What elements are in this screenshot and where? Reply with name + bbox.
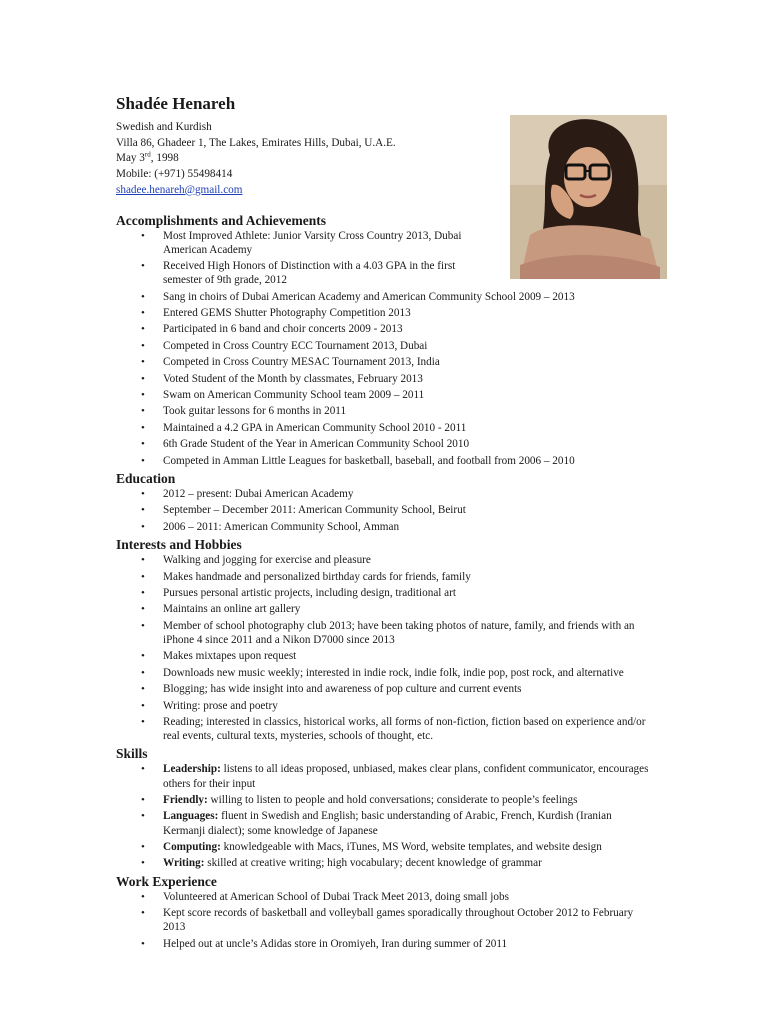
list-item: • Friendly: willing to listen to people and hold conversations; considerate to people’s feelings — [116, 793, 656, 807]
list-item: • Took guitar lessons for 6 months in 2011 — [116, 404, 656, 418]
list-item: • Sang in choirs of Dubai American Academy and American Community School 2009 – 2013 — [116, 290, 656, 304]
section-title-accomplishments: Accomplishments and Achievements — [116, 212, 326, 228]
list-item: • Blogging; has wide insight into and awareness of pop culture and current events — [116, 682, 656, 696]
address: Villa 86, Ghadeer 1, The Lakes, Emirates Hills, Dubai, U.A.E. — [116, 136, 396, 149]
skills-list — [116, 762, 656, 870]
section-title-education: Education — [116, 471, 176, 486]
list-item: • Competed in Cross Country MESAC Tournament 2013, India — [116, 355, 656, 369]
list-item: • Helped out at uncle’s Adidas store in Oromiyeh, Iran during summer of 2011 — [116, 937, 656, 951]
list-item: • Swam on American Community School team 2009 – 2011 — [116, 388, 656, 402]
list-item: • Languages: fluent in Swedish and English; basic understanding of Arabic, French, Kurdish (Iranian Kermanji dialect); some knowledge of Japanese — [116, 809, 656, 837]
education-list — [116, 487, 656, 534]
list-item: • Participated in 6 band and choir concerts 2009 - 2013 — [116, 322, 656, 336]
list-item: • Received High Honors of Distinction with a 4.03 GPA in the first semester of 9th grade, 2012 — [116, 259, 656, 287]
resume-document — [116, 94, 656, 953]
email-link[interactable]: shadee.henareh@gmail.com — [116, 183, 243, 196]
list-item: • Walking and jogging for exercise and pleasure — [116, 553, 656, 567]
interests-list — [116, 553, 656, 743]
section-title-work: Work Experience — [116, 873, 217, 889]
section-title-interests: Interests and Hobbies — [116, 537, 242, 553]
list-item: • September – December 2011: American Community School, Beirut — [116, 503, 656, 517]
list-item: • Pursues personal artistic projects, including design, traditional art — [116, 586, 656, 600]
list-item: • Downloads new music weekly; interested in indie rock, indie folk, indie pop, post rock, and alternative — [116, 666, 656, 680]
list-item: • Competed in Cross Country ECC Tournament 2013, Dubai — [116, 339, 656, 353]
list-item: • 2012 – present: Dubai American Academy — [116, 487, 656, 501]
list-item: • Kept score records of basketball and volleyball games sporadically throughout October 2012 to February 2013 — [116, 906, 656, 934]
candidate-name: Shadée Henareh — [116, 94, 236, 113]
list-item: • Computing: knowledgeable with Macs, iTunes, MS Word, website templates, and website design — [116, 840, 656, 854]
list-item: • Entered GEMS Shutter Photography Competition 2013 — [116, 306, 656, 320]
list-item: • Makes mixtapes upon request — [116, 649, 656, 663]
list-item: • Maintained a 4.2 GPA in American Community School 2010 - 2011 — [116, 421, 656, 435]
list-item: • Voted Student of the Month by classmates, February 2013 — [116, 372, 656, 386]
work-list — [116, 890, 656, 951]
list-item: • 6th Grade Student of the Year in American Community School 2010 — [116, 437, 656, 451]
section-title-skills: Skills — [116, 746, 148, 762]
list-item: • Member of school photography club 2013; have been taking photos of nature, family, and friends with an iPhone 4 since 2011 and a Nikon D7000 since 2013 — [116, 619, 656, 647]
list-item: • Writing: prose and poetry — [116, 699, 656, 713]
list-item: • Maintains an online art gallery — [116, 602, 656, 616]
list-item: • Competed in Amman Little Leagues for basketball, baseball, and football from 2006 – 2010 — [116, 454, 656, 468]
contact-block — [116, 120, 656, 199]
list-item: • Leadership: listens to all ideas proposed, unbiased, makes clear plans, confident communicator, encourages others for their input — [116, 762, 656, 790]
list-item: • Volunteered at American School of Dubai Track Meet 2013, doing small jobs — [116, 890, 656, 904]
list-item: • Makes handmade and personalized birthday cards for friends, family — [116, 570, 656, 584]
mobile-number: Mobile: (+971) 55498414 — [116, 168, 233, 181]
list-item: • Reading; interested in classics, historical works, all forms of non-fiction, fiction based on experience and/or real events, cultural texts, mysteries, schools of thought, etc. — [116, 715, 656, 743]
list-item: • Most Improved Athlete: Junior Varsity Cross Country 2013, Dubai American Academy — [116, 229, 656, 257]
nationality: Swedish and Kurdish — [116, 121, 212, 133]
list-item: • 2006 – 2011: American Community School, Amman — [116, 520, 656, 534]
accomplishments-list — [116, 229, 656, 468]
date-of-birth: May 3rd, 1998 — [116, 150, 179, 165]
list-item: • Writing: skilled at creative writing; high vocabulary; decent knowledge of grammar — [116, 856, 656, 870]
